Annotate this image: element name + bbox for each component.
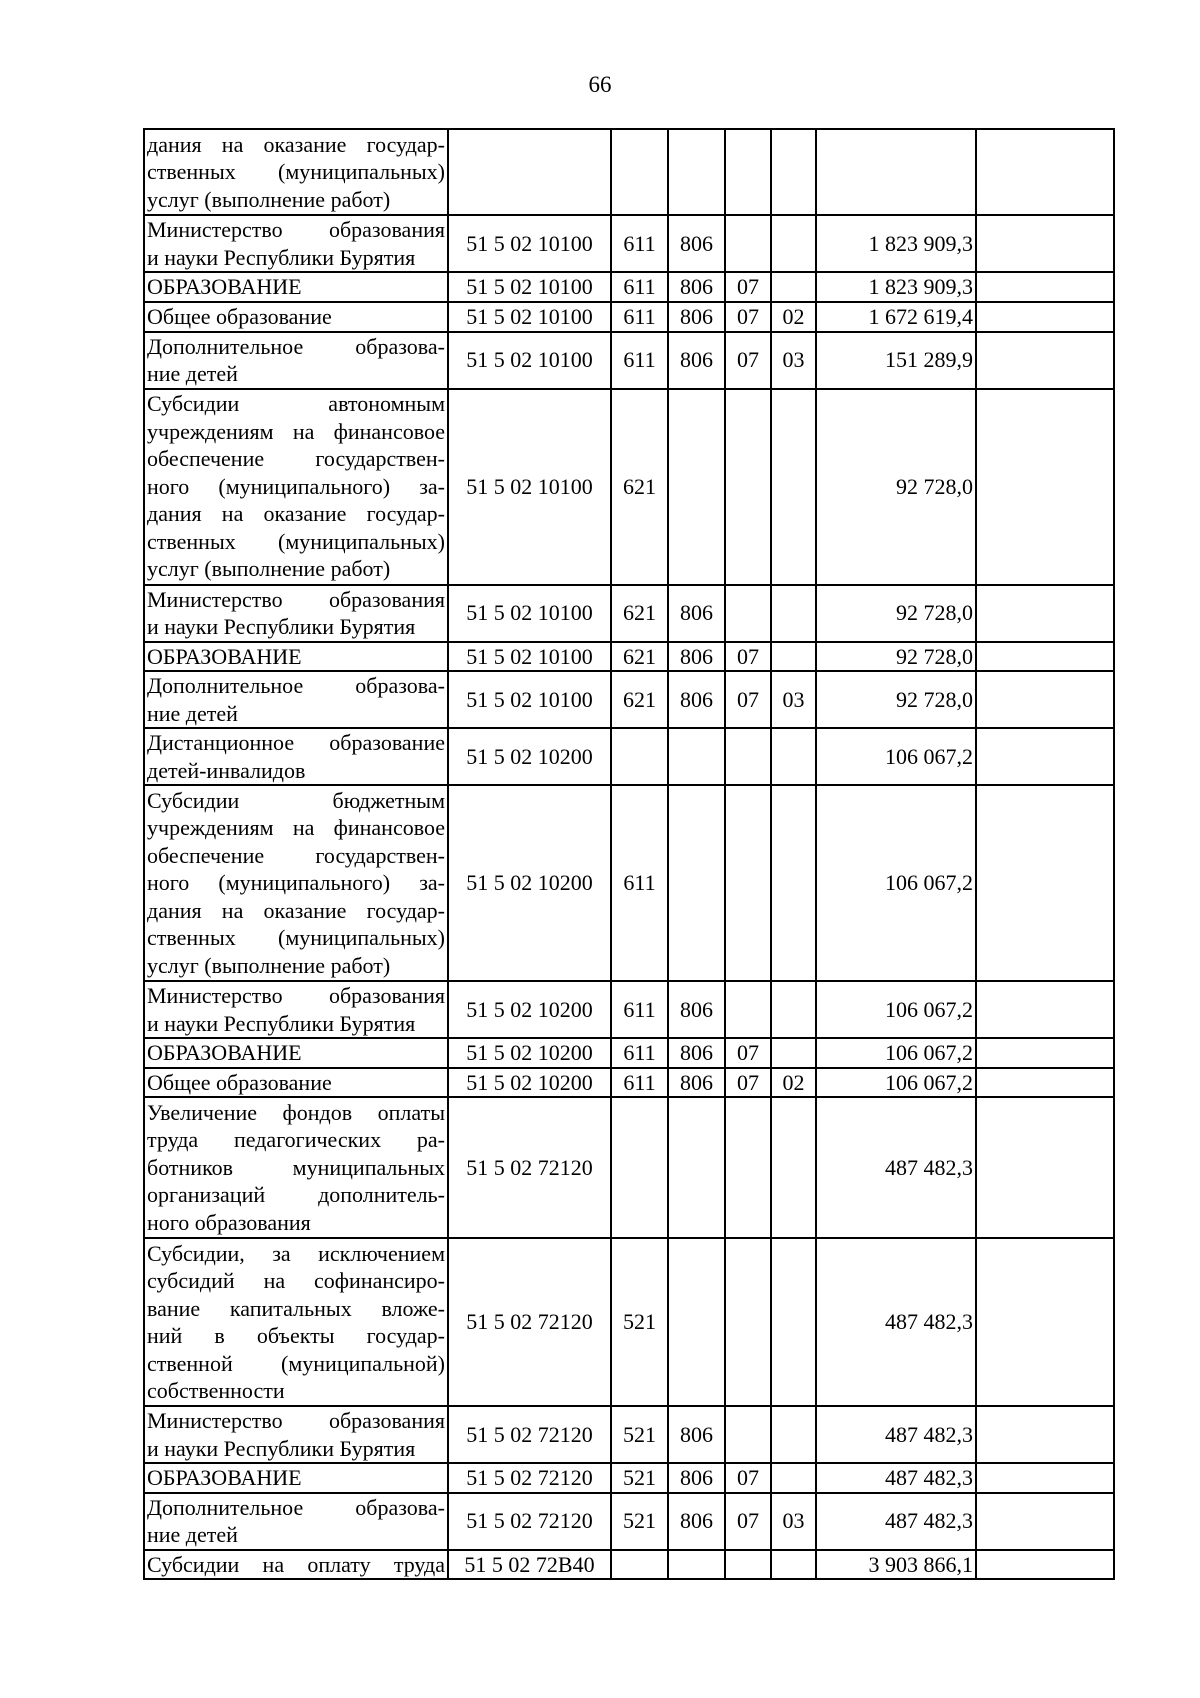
table-row <box>144 332 1114 389</box>
row-name-line: ОБРАЗОВАНИЕ <box>147 1040 302 1065</box>
row-name-line: ственных (муниципальных) <box>147 925 445 951</box>
table-row <box>144 671 1114 728</box>
row-empty-column <box>976 1493 1114 1550</box>
row-code: 51 5 02 10200 <box>448 728 611 785</box>
row-expense-type: 611 <box>611 215 668 272</box>
row-empty-column <box>976 302 1114 332</box>
table-row <box>144 215 1114 272</box>
row-amount: 106 067,2 <box>816 1038 976 1068</box>
row-name-line: услуг (выполнение работ) <box>147 186 391 212</box>
row-name-line: ОБРАЗОВАНИЕ <box>147 274 302 300</box>
row-subsection: 03 <box>771 1493 816 1550</box>
table-row <box>144 1068 1114 1098</box>
row-subsection <box>771 1097 816 1238</box>
row-name <box>144 129 448 215</box>
row-ministry-code: 806 <box>668 642 725 672</box>
row-ministry-code <box>668 1097 725 1238</box>
row-section: 07 <box>725 1463 771 1493</box>
row-name <box>144 671 448 728</box>
row-name <box>144 1493 448 1550</box>
row-name-line: Субсидии на оплату труда <box>147 1551 445 1577</box>
row-expense-type: 621 <box>611 585 668 642</box>
row-section <box>725 585 771 642</box>
row-amount <box>816 129 976 215</box>
row-name-line: вание капитальных вложе- <box>147 1295 445 1321</box>
row-subsection <box>771 1038 816 1068</box>
row-name-line: учреждениям на финансовое <box>147 418 445 444</box>
row-ministry-code <box>668 785 725 981</box>
row-subsection: 02 <box>771 302 816 332</box>
row-ministry-code: 806 <box>668 1463 725 1493</box>
table-row <box>144 272 1114 302</box>
row-amount: 487 482,3 <box>816 1463 976 1493</box>
row-name-line: Дополнительное образова- <box>147 673 445 698</box>
row-section: 07 <box>725 1038 771 1068</box>
table-row <box>144 129 1114 215</box>
row-section: 07 <box>725 671 771 728</box>
row-name-line: Министерство образования <box>147 983 445 1008</box>
row-name-line: Дополнительное образова- <box>147 333 445 359</box>
row-empty-column <box>976 785 1114 981</box>
row-name-line: дания на оказание государ- <box>147 897 445 923</box>
row-name <box>144 1238 448 1406</box>
row-name <box>144 215 448 272</box>
row-subsection <box>771 1550 816 1580</box>
row-empty-column <box>976 585 1114 642</box>
table-row <box>144 585 1114 642</box>
row-subsection <box>771 215 816 272</box>
budget-table <box>143 128 1115 1580</box>
row-amount: 3 903 866,1 <box>816 1550 976 1580</box>
row-code: 51 5 02 10200 <box>448 1068 611 1098</box>
row-ministry-code: 806 <box>668 332 725 389</box>
row-name <box>144 1550 448 1580</box>
row-section <box>725 785 771 981</box>
row-amount: 92 728,0 <box>816 671 976 728</box>
row-code: 51 5 02 10200 <box>448 785 611 981</box>
row-name <box>144 1406 448 1463</box>
table-row <box>144 1463 1114 1493</box>
row-code: 51 5 02 72120 <box>448 1406 611 1463</box>
row-name-line: Министерство образования <box>147 217 445 242</box>
row-amount: 106 067,2 <box>816 728 976 785</box>
row-name-line: дания на оказание государ- <box>147 501 445 527</box>
row-expense-type: 611 <box>611 1038 668 1068</box>
table-row <box>144 981 1114 1038</box>
row-code: 51 5 02 72120 <box>448 1238 611 1406</box>
row-name-line: ственных (муниципальных) <box>147 159 445 185</box>
row-name-line: ние детей <box>147 361 238 386</box>
row-expense-type: 611 <box>611 272 668 302</box>
row-section <box>725 1097 771 1238</box>
row-empty-column <box>976 129 1114 215</box>
row-subsection <box>771 585 816 642</box>
row-code: 51 5 02 10100 <box>448 332 611 389</box>
row-expense-type: 521 <box>611 1238 668 1406</box>
row-subsection <box>771 389 816 585</box>
row-empty-column <box>976 1068 1114 1098</box>
row-ministry-code: 806 <box>668 585 725 642</box>
row-section <box>725 1238 771 1406</box>
row-name-line: Общее образование <box>147 304 332 329</box>
row-code: 51 5 02 10100 <box>448 272 611 302</box>
row-ministry-code <box>668 1550 725 1580</box>
row-code: 51 5 02 10200 <box>448 1038 611 1068</box>
row-expense-type: 611 <box>611 302 668 332</box>
row-ministry-code <box>668 728 725 785</box>
row-name <box>144 1038 448 1068</box>
row-amount: 487 482,3 <box>816 1097 976 1238</box>
row-expense-type: 621 <box>611 389 668 585</box>
row-name-line: ного (муниципального) за- <box>147 473 445 499</box>
row-name-line: ние детей <box>147 700 238 726</box>
row-name-line: ние детей <box>147 1522 238 1547</box>
row-section <box>725 981 771 1038</box>
row-expense-type: 521 <box>611 1493 668 1550</box>
row-empty-column <box>976 215 1114 272</box>
row-empty-column <box>976 389 1114 585</box>
row-code: 51 5 02 72120 <box>448 1463 611 1493</box>
row-expense-type: 521 <box>611 1406 668 1463</box>
row-ministry-code <box>668 1238 725 1406</box>
row-subsection <box>771 129 816 215</box>
row-expense-type: 611 <box>611 332 668 389</box>
row-subsection <box>771 728 816 785</box>
row-subsection <box>771 272 816 302</box>
row-subsection: 03 <box>771 671 816 728</box>
table-row <box>144 1238 1114 1406</box>
row-ministry-code: 806 <box>668 671 725 728</box>
row-name <box>144 728 448 785</box>
row-section: 07 <box>725 1493 771 1550</box>
row-name-line: ОБРАЗОВАНИЕ <box>147 643 302 669</box>
row-subsection <box>771 1406 816 1463</box>
table-row <box>144 785 1114 981</box>
row-name-line: труда педагогических ра- <box>147 1127 445 1153</box>
row-name <box>144 642 448 672</box>
row-expense-type: 621 <box>611 642 668 672</box>
row-name-line: и науки Республики Бурятия <box>147 1435 416 1461</box>
row-ministry-code: 806 <box>668 981 725 1038</box>
row-subsection: 02 <box>771 1068 816 1098</box>
row-name-line: ственной (муниципальной) <box>147 1350 445 1376</box>
row-expense-type: 521 <box>611 1463 668 1493</box>
row-code: 51 5 02 10100 <box>448 585 611 642</box>
row-ministry-code <box>668 389 725 585</box>
row-name <box>144 981 448 1038</box>
row-ministry-code: 806 <box>668 1038 725 1068</box>
row-empty-column <box>976 671 1114 728</box>
row-empty-column <box>976 1463 1114 1493</box>
row-code: 51 5 02 10200 <box>448 981 611 1038</box>
row-code: 51 5 02 10100 <box>448 642 611 672</box>
row-code: 51 5 02 10100 <box>448 302 611 332</box>
row-expense-type <box>611 1550 668 1580</box>
row-code: 51 5 02 72120 <box>448 1493 611 1550</box>
row-name-line: детей-инвалидов <box>147 757 306 783</box>
row-name-line: обеспечение государствен- <box>147 842 445 868</box>
row-amount: 106 067,2 <box>816 981 976 1038</box>
table-row <box>144 1493 1114 1550</box>
table-row <box>144 1038 1114 1068</box>
row-name <box>144 1068 448 1098</box>
table-row <box>144 302 1114 332</box>
row-name <box>144 1097 448 1238</box>
row-ministry-code: 806 <box>668 272 725 302</box>
row-amount: 487 482,3 <box>816 1238 976 1406</box>
row-name <box>144 389 448 585</box>
row-section: 07 <box>725 642 771 672</box>
row-expense-type: 611 <box>611 785 668 981</box>
row-name-line: Увеличение фондов оплаты <box>147 1099 445 1125</box>
row-amount: 106 067,2 <box>816 1068 976 1098</box>
row-subsection <box>771 642 816 672</box>
row-amount: 92 728,0 <box>816 389 976 585</box>
row-empty-column <box>976 728 1114 785</box>
row-section <box>725 728 771 785</box>
row-name-line: и науки Республики Бурятия <box>147 1010 416 1036</box>
row-name-line: организаций дополнитель- <box>147 1182 445 1208</box>
table-row <box>144 1097 1114 1238</box>
row-section: 07 <box>725 1068 771 1098</box>
row-name-line: Дистанционное образование <box>147 730 445 755</box>
row-name-line: ний в объекты государ- <box>147 1323 445 1348</box>
row-empty-column <box>976 981 1114 1038</box>
row-ministry-code: 806 <box>668 1493 725 1550</box>
row-subsection: 03 <box>771 332 816 389</box>
row-expense-type: 611 <box>611 1068 668 1098</box>
row-ministry-code: 806 <box>668 1406 725 1463</box>
row-subsection <box>771 1463 816 1493</box>
row-code: 51 5 02 10100 <box>448 671 611 728</box>
row-name-line: дания на оказание государ- <box>147 131 445 157</box>
row-name-line: Субсидии, за исключением <box>147 1240 445 1266</box>
row-subsection <box>771 1238 816 1406</box>
row-name-line: Дополнительное образова- <box>147 1494 445 1520</box>
row-amount: 92 728,0 <box>816 642 976 672</box>
row-name-line: ботников муниципальных <box>147 1154 445 1180</box>
row-section: 07 <box>725 302 771 332</box>
row-code: 51 5 02 10100 <box>448 389 611 585</box>
row-empty-column <box>976 642 1114 672</box>
row-code <box>448 129 611 215</box>
row-amount: 1 823 909,3 <box>816 272 976 302</box>
row-name-line: субсидий на софинансиро- <box>147 1268 445 1293</box>
row-amount: 106 067,2 <box>816 785 976 981</box>
row-section <box>725 1406 771 1463</box>
row-name-line: ного образования <box>147 1209 311 1235</box>
row-empty-column <box>976 1097 1114 1238</box>
row-name <box>144 302 448 332</box>
row-name <box>144 585 448 642</box>
row-ministry-code <box>668 129 725 215</box>
row-amount: 92 728,0 <box>816 585 976 642</box>
row-empty-column <box>976 1406 1114 1463</box>
row-code: 51 5 02 72120 <box>448 1097 611 1238</box>
row-amount: 487 482,3 <box>816 1406 976 1463</box>
row-name-line: ного (муниципального) за- <box>147 870 445 896</box>
row-expense-type: 611 <box>611 981 668 1038</box>
row-section <box>725 129 771 215</box>
row-section: 07 <box>725 272 771 302</box>
row-name-line: ОБРАЗОВАНИЕ <box>147 1465 302 1490</box>
row-code: 51 5 02 72В40 <box>448 1550 611 1580</box>
row-amount: 1 823 909,3 <box>816 215 976 272</box>
row-empty-column <box>976 272 1114 302</box>
row-amount: 1 672 619,4 <box>816 302 976 332</box>
row-name-line: учреждениям на финансовое <box>147 815 445 841</box>
row-section <box>725 1550 771 1580</box>
row-amount: 487 482,3 <box>816 1493 976 1550</box>
row-empty-column <box>976 1238 1114 1406</box>
row-name-line: Субсидии автономным <box>147 391 445 417</box>
row-subsection <box>771 981 816 1038</box>
row-name-line: собственности <box>147 1378 285 1403</box>
row-section <box>725 215 771 272</box>
row-empty-column <box>976 332 1114 389</box>
row-section <box>725 389 771 585</box>
table-row <box>144 642 1114 672</box>
row-name-line: услуг (выполнение работ) <box>147 556 391 582</box>
row-name-line: и науки Республики Бурятия <box>147 244 416 270</box>
row-name-line: обеспечение государствен- <box>147 446 445 472</box>
row-ministry-code: 806 <box>668 302 725 332</box>
row-name-line: ственных (муниципальных) <box>147 528 445 554</box>
table-row <box>144 728 1114 785</box>
row-ministry-code: 806 <box>668 215 725 272</box>
row-ministry-code: 806 <box>668 1068 725 1098</box>
row-expense-type <box>611 1097 668 1238</box>
row-expense-type <box>611 728 668 785</box>
table-row <box>144 1550 1114 1580</box>
row-name-line: и науки Республики Бурятия <box>147 614 416 639</box>
row-subsection <box>771 785 816 981</box>
row-expense-type <box>611 129 668 215</box>
row-name-line: Министерство образования <box>147 586 445 612</box>
row-empty-column <box>976 1038 1114 1068</box>
row-name-line: Общее образование <box>147 1069 332 1095</box>
row-amount: 151 289,9 <box>816 332 976 389</box>
row-name <box>144 272 448 302</box>
row-name-line: услуг (выполнение работ) <box>147 952 391 978</box>
row-expense-type: 621 <box>611 671 668 728</box>
row-name-line: Министерство образования <box>147 1408 445 1433</box>
page-number: 66 <box>588 72 612 97</box>
table-row <box>144 1406 1114 1463</box>
table-row <box>144 389 1114 585</box>
row-empty-column <box>976 1550 1114 1580</box>
row-name <box>144 1463 448 1493</box>
row-name-line: Субсидии бюджетным <box>147 787 445 813</box>
row-section: 07 <box>725 332 771 389</box>
row-name <box>144 332 448 389</box>
row-name <box>144 785 448 981</box>
row-code: 51 5 02 10100 <box>448 215 611 272</box>
